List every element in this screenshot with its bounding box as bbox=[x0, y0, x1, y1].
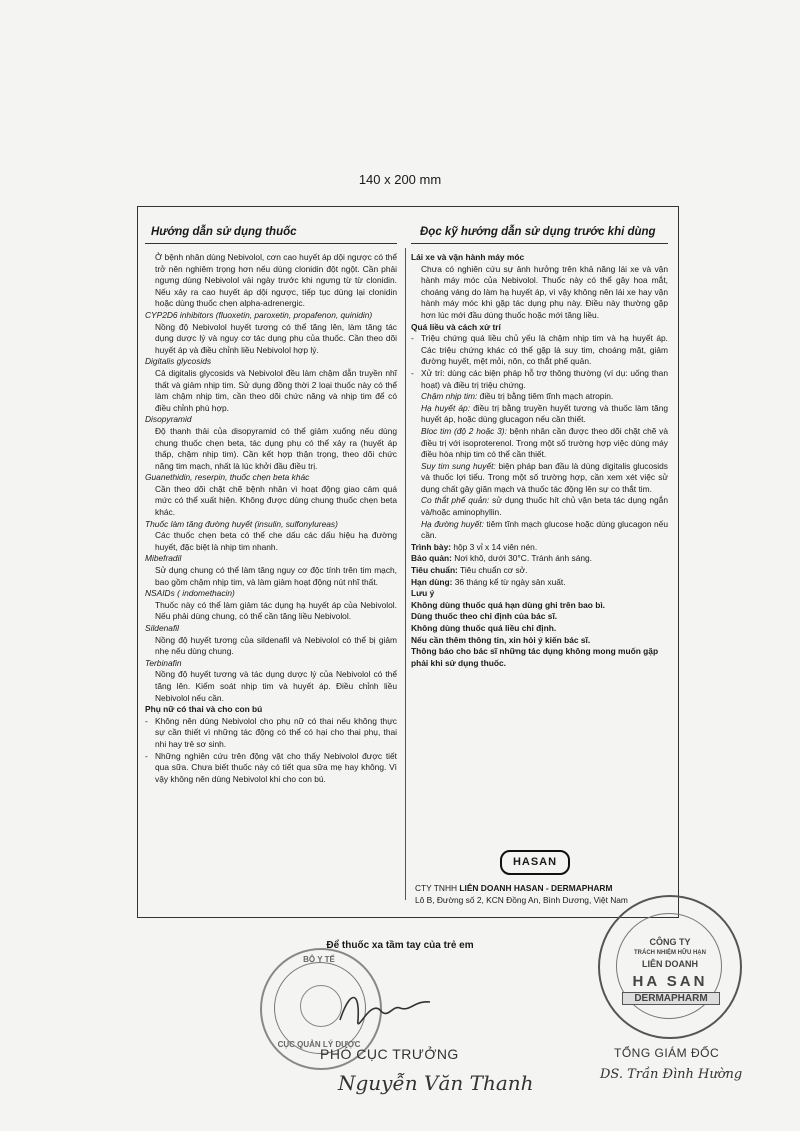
treatment-heart-failure bbox=[411, 461, 668, 496]
treatment-text: điều trị bằng tiêm tĩnh mạch atropin. bbox=[477, 391, 614, 402]
storage-label: Bảo quản: bbox=[411, 553, 452, 564]
signer-left-name: Nguyễn Văn Thanh bbox=[338, 1071, 534, 1095]
warning-1: Không dùng thuốc quá hạn dùng ghi trên bao bì. bbox=[411, 599, 605, 610]
right-column bbox=[411, 252, 668, 669]
treatment-heart-block bbox=[411, 426, 668, 461]
para-digitalis: Cả digitalis glycosids và Nebivolol đều làm chậm dẫn truyền nhĩ thất và giảm nhịp tim. Sử dụng đồng thời 2 loại thuốc này có thể làm chậm nhịp tim, cần theo dõi chức năng và nhịp tim để có điều chỉnh phù hợp. bbox=[155, 367, 397, 413]
storage-value: Nơi khô, dưới 30°C. Tránh ánh sáng. bbox=[451, 553, 593, 564]
heading-disopyramid: Disopyramid bbox=[145, 414, 192, 425]
standard-label: Tiêu chuẩn: bbox=[411, 565, 458, 576]
heading-digitalis: Digitalis glycosids bbox=[145, 356, 212, 367]
storage-info bbox=[411, 553, 668, 565]
stamp-line-3: LIÊN DOANH bbox=[642, 959, 698, 969]
treatment-bronchospasm bbox=[411, 495, 668, 518]
treatment-text: biện pháp ban đầu là dùng digitalis glucosids và thuốc lợi tiểu. Trong một số trường hợp, cần xem xét việc sử dụng chất gây giãn mạch và thuốc tác động lên sự co thắt tim. bbox=[421, 460, 668, 494]
heading-pregnancy: Phụ nữ có thai và cho con bú bbox=[145, 704, 263, 715]
para-disopyramid: Độ thanh thải của disopyramid có thể giảm xuống nếu dùng chung thuốc chẹn beta, tác dụng phụ có thể xảy ra (huyết áp thấp, chậm nhịp tim). Cần kết hợp thận trọng, theo dõi chức năng tim mạch, nhất là lúc khởi đầu điều trị. bbox=[155, 425, 397, 471]
signer-right-title: TỔNG GIÁM ĐỐC bbox=[614, 1046, 720, 1060]
warning-2: Dùng thuốc theo chỉ định của bác sĩ. bbox=[411, 611, 558, 622]
bullet-overdose-2: - Xử trí: dùng các biện pháp hỗ trợ thông thường (ví dụ: uống than hoạt) và điều trị triệu chứng. bbox=[411, 368, 668, 391]
expiry-info bbox=[411, 577, 668, 589]
treatment-hypotension bbox=[411, 403, 668, 426]
treatment-text: bệnh nhân cần được theo dõi chặt chẽ và điều trị với isoproterenol. Trong một số trường hợp việc dùng máy điều hòa nhịp tim có thể cần thiết. bbox=[421, 425, 668, 460]
company-prefix: CTY TNHH bbox=[415, 883, 460, 893]
treatment-text: điều trị bằng truyền huyết tương và thuốc làm tăng huyết áp, hoặc dùng glucagon nếu cần thiết. bbox=[421, 402, 669, 425]
stamp-line-1: CÔNG TY bbox=[649, 937, 691, 947]
heading-nsaids: NSAIDs ( indomethacin) bbox=[145, 588, 235, 599]
para-driving: Chưa có nghiên cứu sự ảnh hưởng trên khả năng lái xe và vận hành máy móc của Nebivolol. Thuốc này có thể gây hoa mắt, choáng váng do làm hạ huyết áp, vì vậy không nên lái xe hay vận hành máy móc khi gặp tác dụng phụ này. Điều này thường gặp hơn lúc mới đầu dùng thuốc hoặc mới tăng liều. bbox=[421, 263, 668, 320]
para-guanethidin: Cần theo dõi chặt chẽ bệnh nhân vì hoạt động giao cảm quá mức có thể xuất hiện. Không được dùng chung thuốc chẹn beta khác. bbox=[155, 483, 397, 518]
stamp-brand: HA SAN bbox=[632, 973, 708, 990]
heading-sildenafil: Sildenafil bbox=[145, 623, 179, 633]
para-nsaids: Thuốc này có thể làm giảm tác dụng hạ huyết áp của Nebivolol. Nếu phải dùng chung, có thể cần tăng liều Nebivolol. bbox=[155, 599, 397, 622]
treatment-text: sử dụng thuốc hít chủ vận beta tác dụng ngắn và/hoặc aminophyllin. bbox=[421, 495, 669, 518]
para-mibefradil: Sử dụng chung có thể làm tăng nguy cơ độc tính trên tim mạch, bao gồm chậm nhịp tim, và làm giảm hoạt động nút nhĩ thất. bbox=[155, 565, 397, 587]
para-clonidin: Ở bệnh nhân dùng Nebivolol, cơn cao huyết áp dội ngược có thể trở nên nghiêm trọng hơn nếu dùng clonidin đột ngột. Cần phải ngưng dùng Nebivolol vài ngày trước khi ngưng từ từ clonidin. Nếu xảy ra cao huyết áp dội ngược, tiếp tục dùng lại clonidin hoặc dùng thuốc chẹn alpha-adrenergic. bbox=[155, 252, 397, 309]
warning-4: Nếu cần thêm thông tin, xin hỏi ý kiến bác sĩ. bbox=[411, 634, 591, 645]
size-label: 140 x 200 mm bbox=[358, 172, 442, 187]
company-name-line bbox=[415, 883, 628, 895]
para-cyp2d6: Nồng độ Nebivolol huyết tương có thể tăng lên, làm tăng tác dụng dược lý và nguy cơ tác dụng phụ của thuốc. Cần theo dõi huyết áp và điều chỉnh liều Nebivolol hợp lý. bbox=[155, 321, 397, 355]
heading-glucose: Thuốc làm tăng đường huyết (insulin, sulfonylureas) bbox=[145, 518, 338, 529]
treatment-label: Co thắt phế quản: bbox=[421, 495, 490, 506]
company-info bbox=[415, 883, 628, 906]
treatment-text: tiêm tĩnh mạch glucose hoặc dùng glucagon nếu cần. bbox=[421, 518, 668, 541]
treatment-label: Hạ đường huyết: bbox=[421, 518, 484, 529]
heading-driving: Lái xe và vận hành máy móc bbox=[411, 252, 525, 262]
para-glucose: Các thuốc chẹn beta có thể che dấu các dấu hiệu hạ đường huyết, đặc biệt là nhịp tim nhanh. bbox=[155, 530, 397, 552]
ministry-stamp-top: BỘ Y TẾ bbox=[303, 955, 335, 964]
header-left: Hướng dẫn sử dụng thuốc bbox=[151, 226, 297, 238]
company-address: Lô B, Đường số 2, KCN Đồng An, Bình Dương, Việt Nam bbox=[415, 894, 628, 905]
header-right: Đọc kỹ hướng dẫn sử dụng trước khi dùng bbox=[420, 226, 656, 238]
heading-terbinafin: Terbinafin bbox=[145, 657, 182, 668]
hasan-logo: HASAN bbox=[500, 850, 570, 875]
treatment-bradycardia bbox=[411, 391, 668, 403]
bullet-overdose-1: - Triệu chứng quá liều chủ yếu là chậm nhịp tim và hạ huyết áp. Các triệu chứng khác có thể gặp là suy tim, choáng mặt, giảm đường huyết, mệt mỏi, nôn, co thắt phế quản. bbox=[411, 333, 668, 368]
packaging-label: Trình bày: bbox=[411, 541, 452, 552]
heading-cyp2d6: CYP2D6 inhibitors (fluoxetin, paroxetin, propafenon, quinidin) bbox=[145, 309, 373, 320]
left-column bbox=[145, 252, 397, 785]
standard-info bbox=[411, 565, 668, 577]
ministry-stamp-bottom: CỤC QUẢN LÝ DƯỢC bbox=[277, 1040, 361, 1049]
signature-left-icon bbox=[330, 980, 440, 1040]
expiry-label: Hạn dùng: bbox=[411, 576, 453, 587]
heading-guanethidin: Guanethidin, reserpin, thuốc chẹn beta khác bbox=[145, 472, 310, 483]
header-rule-right bbox=[411, 243, 668, 244]
column-divider bbox=[405, 248, 406, 900]
heading-note: Lưu ý bbox=[411, 588, 435, 599]
treatment-hypoglycemia bbox=[411, 519, 668, 542]
heading-mibefradil: Mibefradil bbox=[145, 553, 182, 564]
heading-overdose: Quá liều và cách xử trí bbox=[411, 321, 501, 332]
child-warning: Để thuốc xa tầm tay của trẻ em bbox=[326, 940, 474, 951]
para-terbinafin: Nồng độ huyết tương và tác dụng dược lý của Nebivolol có thể tăng lên. Kiểm soát nhịp tim và huyết áp. Điều chỉnh liều Nebivolol nếu cần. bbox=[155, 669, 397, 703]
stamp-brand-2: DERMAPHARM bbox=[622, 992, 720, 1005]
warning-5: Thông báo cho bác sĩ những tác dụng không mong muốn gặp phải khi sử dụng thuốc. bbox=[411, 646, 659, 668]
expiry-value: 36 tháng kể từ ngày sản xuất. bbox=[452, 576, 566, 587]
treatment-label: Hạ huyết áp: bbox=[421, 402, 471, 413]
company-name: LIÊN DOANH HASAN - DERMAPHARM bbox=[459, 883, 613, 893]
standard-value: Tiêu chuẩn cơ sở. bbox=[457, 565, 528, 576]
packaging-info bbox=[411, 542, 668, 554]
stamp-line-2: TRÁCH NHIỆM HỮU HẠN bbox=[634, 950, 706, 956]
para-sildenafil: Nồng độ huyết tương của sildenafil và Nebivolol có thể bị giảm nhẹ nếu dùng chung. bbox=[155, 634, 397, 657]
warning-3: Không dùng thuốc quá liều chỉ định. bbox=[411, 623, 557, 633]
header-rule-left bbox=[145, 243, 397, 244]
bullet-pregnancy-1: - Không nên dùng Nebivolol cho phụ nữ có thai nếu không thực sự cần thiết vì những tác động có thể có hại cho thai phụ, thai nhi hay trẻ sơ sinh. bbox=[145, 716, 397, 751]
signer-left-title: PHÓ CỤC TRƯỞNG bbox=[320, 1046, 459, 1062]
signer-right-name: DS. Trần Đình Hường bbox=[600, 1067, 743, 1082]
company-stamp-text bbox=[630, 937, 710, 970]
packaging-value: hộp 3 vỉ x 14 viên nén. bbox=[451, 541, 538, 552]
treatment-label: Suy tim sung huyết: bbox=[421, 460, 496, 471]
bullet-pregnancy-2: - Những nghiên cứu trên động vật cho thấy Nebivolol được tiết qua sữa. Chưa biết thuốc này có tiết qua sữa mẹ hay không. Vì vậy không nên dùng Nebivolol khi cho con bú. bbox=[145, 751, 397, 786]
treatment-label: Bloc tim (độ 2 hoặc 3): bbox=[421, 425, 507, 436]
treatment-label: Chậm nhịp tim: bbox=[421, 391, 478, 402]
